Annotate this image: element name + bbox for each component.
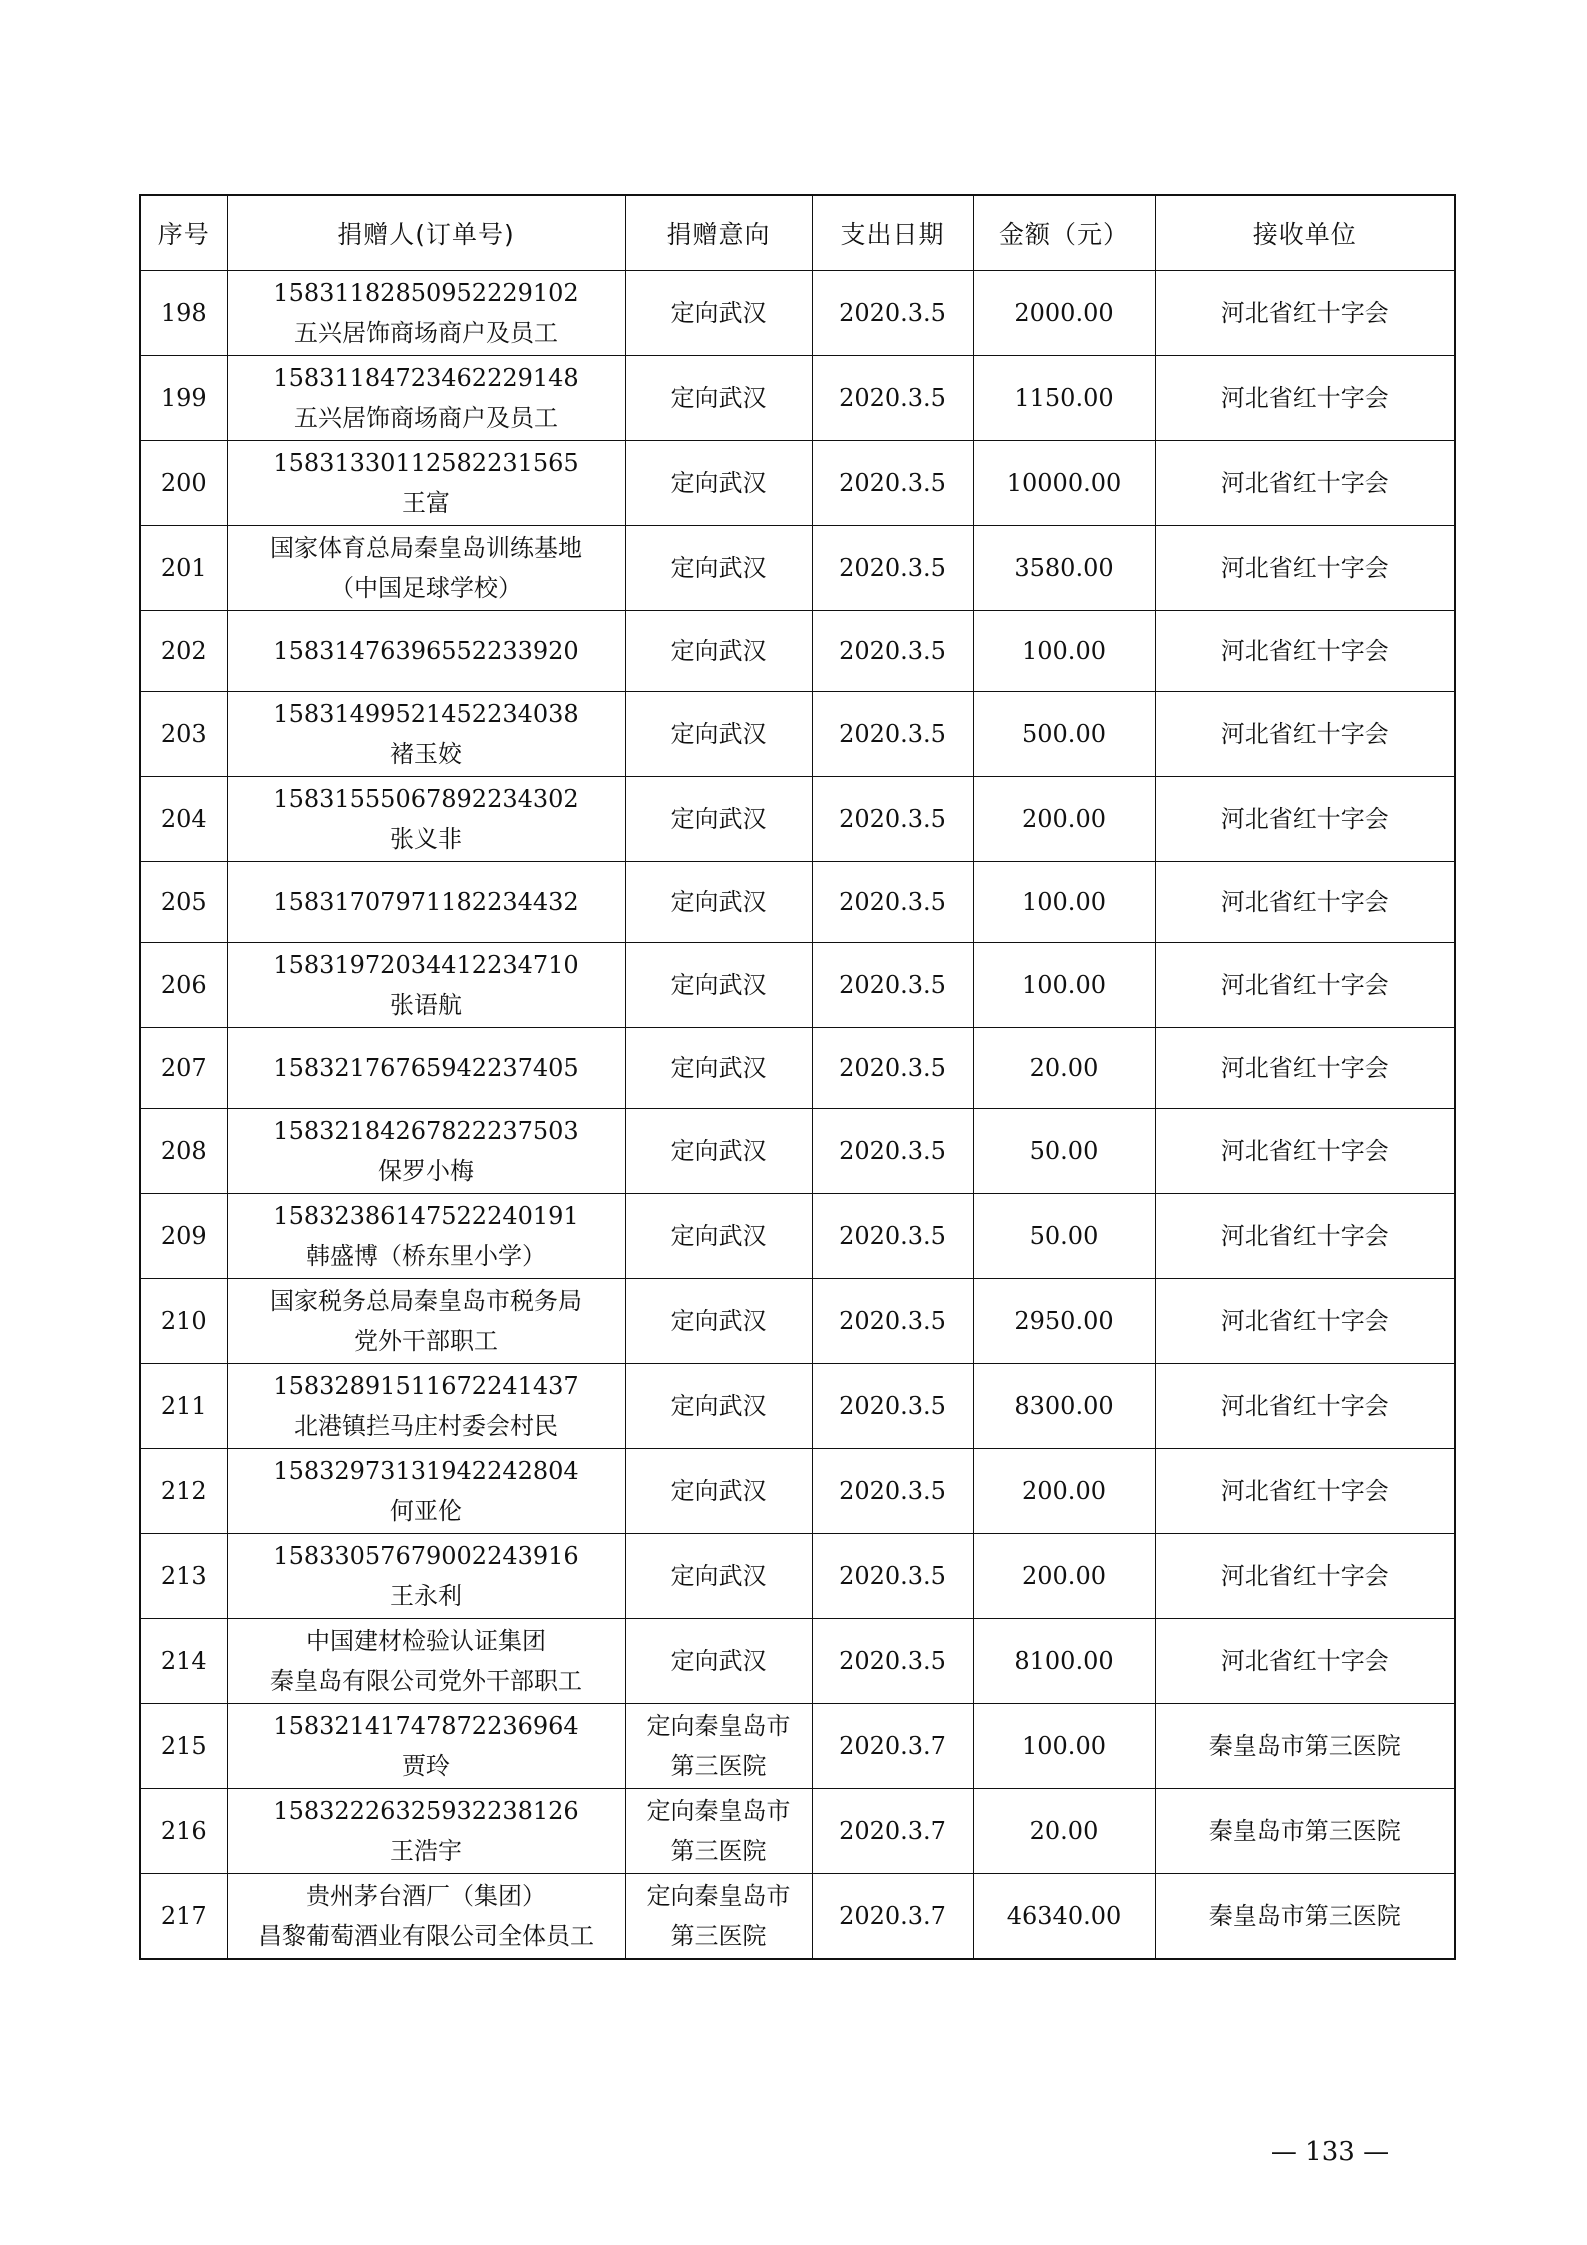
amount-cell: 8100.00 [973,1619,1155,1704]
table-row [140,1279,1455,1364]
recipient-cell: 河北省红十字会 [1155,692,1455,777]
recipient-cell: 河北省红十字会 [1155,1028,1455,1109]
amount-cell: 500.00 [973,692,1155,777]
recipient-cell: 河北省红十字会 [1155,777,1455,862]
amount-cell: 10000.00 [973,441,1155,526]
donor-line: 北港镇拦马庄村委会村民 [294,1412,558,1440]
serial-no-cell: 201 [140,526,227,611]
header-intent: 捐赠意向 [625,195,812,271]
donor-cell [227,1449,625,1534]
donor-line: 韩盛博（桥东里小学） [306,1242,546,1270]
table-row [140,1534,1455,1619]
intent-line: 定向武汉 [670,469,767,497]
intent-cell [625,1534,812,1619]
amount-cell: 200.00 [973,777,1155,862]
date-cell: 2020.3.5 [812,1364,973,1449]
donor-cell [227,1279,625,1364]
table-row [140,1789,1455,1874]
intent-line: 定向秦皇岛市 [646,1882,791,1910]
amount-cell: 2000.00 [973,271,1155,356]
table-row [140,1364,1455,1449]
intent-cell [625,1364,812,1449]
donor-cell [227,692,625,777]
header-amount: 金额（元） [973,195,1155,271]
donor-line: 15831555067892234302 [273,785,579,813]
table-body [140,271,1455,1960]
table-row [140,1109,1455,1194]
date-cell: 2020.3.5 [812,611,973,692]
intent-line: 定向武汉 [670,1477,767,1505]
amount-cell: 100.00 [973,943,1155,1028]
serial-no-cell: 208 [140,1109,227,1194]
intent-cell [625,692,812,777]
header-row [140,195,1455,271]
donor-cell [227,441,625,526]
intent-cell [625,862,812,943]
serial-no-cell: 206 [140,943,227,1028]
date-cell: 2020.3.5 [812,862,973,943]
intent-cell [625,526,812,611]
table-row [140,1619,1455,1704]
intent-line: 定向武汉 [670,1647,767,1675]
intent-line: 定向武汉 [670,384,767,412]
serial-no-cell: 207 [140,1028,227,1109]
serial-no-cell: 202 [140,611,227,692]
serial-no-cell: 198 [140,271,227,356]
amount-cell: 200.00 [973,1449,1155,1534]
date-cell: 2020.3.5 [812,356,973,441]
intent-line: 定向武汉 [670,971,767,999]
recipient-cell: 河北省红十字会 [1155,271,1455,356]
intent-line: 第三医院 [670,1922,767,1950]
serial-no-cell: 211 [140,1364,227,1449]
date-cell: 2020.3.5 [812,692,973,777]
donor-line: 15831972034412234710 [273,951,579,979]
intent-line: 定向武汉 [670,1222,767,1250]
serial-no-cell: 200 [140,441,227,526]
amount-cell: 8300.00 [973,1364,1155,1449]
donor-line: 五兴居饰商场商户及员工 [294,319,558,347]
header-recipient: 接收单位 [1155,195,1455,271]
intent-cell [625,1789,812,1874]
donor-line: 何亚伦 [390,1497,462,1525]
intent-line: 定向武汉 [670,1137,767,1165]
donor-line: 贾玲 [402,1752,450,1780]
intent-line: 定向秦皇岛市 [646,1797,791,1825]
donor-line: 中国建材检验认证集团 [306,1627,546,1655]
intent-cell [625,441,812,526]
donor-line: 15831184723462229148 [273,364,579,392]
intent-cell [625,1449,812,1534]
date-cell: 2020.3.7 [812,1874,973,1960]
intent-line: 定向武汉 [670,1307,767,1335]
amount-cell: 46340.00 [973,1874,1155,1960]
date-cell: 2020.3.5 [812,1109,973,1194]
recipient-cell: 河北省红十字会 [1155,611,1455,692]
recipient-cell: 秦皇岛市第三医院 [1155,1704,1455,1789]
amount-cell: 1150.00 [973,356,1155,441]
donor-line: 15831499521452234038 [273,700,579,728]
donor-line: 15833057679002243916 [273,1542,579,1570]
table-row [140,777,1455,862]
date-cell: 2020.3.7 [812,1704,973,1789]
date-cell: 2020.3.5 [812,271,973,356]
amount-cell: 200.00 [973,1534,1155,1619]
table-row [140,1874,1455,1960]
recipient-cell: 河北省红十字会 [1155,1449,1455,1534]
donor-cell [227,1194,625,1279]
donor-line: 15832973131942242804 [273,1457,579,1485]
intent-cell [625,356,812,441]
table-row [140,441,1455,526]
intent-cell [625,1028,812,1109]
intent-cell [625,1619,812,1704]
donor-cell [227,1874,625,1960]
intent-line: 第三医院 [670,1837,767,1865]
donor-line: 保罗小梅 [378,1157,474,1185]
table-row [140,271,1455,356]
donor-line: 昌黎葡萄酒业有限公司全体员工 [258,1922,594,1950]
donor-line: 15831476396552233920 [273,637,579,665]
recipient-cell: 秦皇岛市第三医院 [1155,1874,1455,1960]
serial-no-cell: 205 [140,862,227,943]
donor-cell [227,777,625,862]
donor-cell [227,1789,625,1874]
donor-line: 张义非 [390,825,462,853]
table-row [140,862,1455,943]
donor-line: 秦皇岛有限公司党外干部职工 [270,1667,582,1695]
donor-line: 15832386147522240191 [273,1202,579,1230]
header-serial-no: 序号 [140,195,227,271]
donor-line: 15832226325932238126 [273,1797,579,1825]
recipient-cell: 河北省红十字会 [1155,1194,1455,1279]
donor-line: 王浩宇 [390,1837,462,1865]
intent-line: 定向武汉 [670,720,767,748]
donor-line: 15832891511672241437 [273,1372,579,1400]
table-row [140,1704,1455,1789]
intent-line: 定向武汉 [670,1392,767,1420]
donor-line: 贵州茅台酒厂（集团） [306,1882,546,1910]
page-number: — 133 — [1270,2137,1390,2167]
recipient-cell: 河北省红十字会 [1155,1279,1455,1364]
amount-cell: 50.00 [973,1194,1155,1279]
serial-no-cell: 210 [140,1279,227,1364]
donor-cell [227,943,625,1028]
donor-cell [227,1534,625,1619]
donation-table [139,194,1456,1960]
recipient-cell: 河北省红十字会 [1155,1109,1455,1194]
donor-cell [227,526,625,611]
date-cell: 2020.3.5 [812,526,973,611]
intent-cell [625,611,812,692]
amount-cell: 100.00 [973,611,1155,692]
table-row [140,611,1455,692]
intent-cell [625,1874,812,1960]
header-donor: 捐赠人(订单号) [227,195,625,271]
donor-line: 15831330112582231565 [273,449,579,477]
intent-line: 定向武汉 [670,299,767,327]
serial-no-cell: 215 [140,1704,227,1789]
intent-cell [625,1279,812,1364]
donor-line: 褚玉姣 [390,740,462,768]
recipient-cell: 河北省红十字会 [1155,862,1455,943]
intent-cell [625,1194,812,1279]
donor-line: 15831707971182234432 [273,888,579,916]
serial-no-cell: 209 [140,1194,227,1279]
donor-cell [227,862,625,943]
serial-no-cell: 203 [140,692,227,777]
donor-line: 张语航 [390,991,462,1019]
intent-line: 第三医院 [670,1752,767,1780]
serial-no-cell: 217 [140,1874,227,1960]
date-cell: 2020.3.7 [812,1789,973,1874]
donor-cell [227,611,625,692]
intent-cell [625,943,812,1028]
recipient-cell: 河北省红十字会 [1155,943,1455,1028]
donor-cell [227,1109,625,1194]
donor-cell [227,1619,625,1704]
donor-line: 王永利 [390,1582,462,1610]
date-cell: 2020.3.5 [812,777,973,862]
intent-line: 定向秦皇岛市 [646,1712,791,1740]
intent-cell [625,1109,812,1194]
donor-line: 15832141747872236964 [273,1712,579,1740]
serial-no-cell: 213 [140,1534,227,1619]
amount-cell: 50.00 [973,1109,1155,1194]
donor-line: 15832184267822237503 [273,1117,579,1145]
intent-line: 定向武汉 [670,1562,767,1590]
date-cell: 2020.3.5 [812,1279,973,1364]
serial-no-cell: 216 [140,1789,227,1874]
amount-cell: 3580.00 [973,526,1155,611]
recipient-cell: 河北省红十字会 [1155,1619,1455,1704]
table-header [140,195,1455,271]
date-cell: 2020.3.5 [812,943,973,1028]
donor-line: （中国足球学校） [330,574,522,602]
intent-line: 定向武汉 [670,805,767,833]
recipient-cell: 河北省红十字会 [1155,1534,1455,1619]
table-row [140,943,1455,1028]
table-row [140,692,1455,777]
intent-line: 定向武汉 [670,637,767,665]
amount-cell: 100.00 [973,1704,1155,1789]
table-row [140,1449,1455,1534]
serial-no-cell: 204 [140,777,227,862]
table-row [140,1028,1455,1109]
donor-line: 15832176765942237405 [273,1054,579,1082]
donor-cell [227,356,625,441]
serial-no-cell: 199 [140,356,227,441]
donor-line: 国家税务总局秦皇岛市税务局 [270,1287,582,1315]
recipient-cell: 秦皇岛市第三医院 [1155,1789,1455,1874]
date-cell: 2020.3.5 [812,1534,973,1619]
intent-cell [625,271,812,356]
amount-cell: 20.00 [973,1789,1155,1874]
donor-cell [227,1364,625,1449]
date-cell: 2020.3.5 [812,1194,973,1279]
date-cell: 2020.3.5 [812,1449,973,1534]
recipient-cell: 河北省红十字会 [1155,356,1455,441]
intent-cell [625,777,812,862]
date-cell: 2020.3.5 [812,1619,973,1704]
table-row [140,526,1455,611]
serial-no-cell: 214 [140,1619,227,1704]
donor-line: 五兴居饰商场商户及员工 [294,404,558,432]
amount-cell: 100.00 [973,862,1155,943]
amount-cell: 20.00 [973,1028,1155,1109]
donor-line: 国家体育总局秦皇岛训练基地 [270,534,582,562]
date-cell: 2020.3.5 [812,441,973,526]
intent-cell [625,1704,812,1789]
intent-line: 定向武汉 [670,1054,767,1082]
serial-no-cell: 212 [140,1449,227,1534]
donor-line: 党外干部职工 [354,1327,498,1355]
donor-line: 15831182850952229102 [273,279,579,307]
intent-line: 定向武汉 [670,888,767,916]
donor-cell [227,271,625,356]
donor-line: 王富 [402,489,450,517]
donor-cell [227,1704,625,1789]
amount-cell: 2950.00 [973,1279,1155,1364]
recipient-cell: 河北省红十字会 [1155,441,1455,526]
intent-line: 定向武汉 [670,554,767,582]
recipient-cell: 河北省红十字会 [1155,526,1455,611]
header-date: 支出日期 [812,195,973,271]
recipient-cell: 河北省红十字会 [1155,1364,1455,1449]
donor-cell [227,1028,625,1109]
table-row [140,356,1455,441]
date-cell: 2020.3.5 [812,1028,973,1109]
table-row [140,1194,1455,1279]
